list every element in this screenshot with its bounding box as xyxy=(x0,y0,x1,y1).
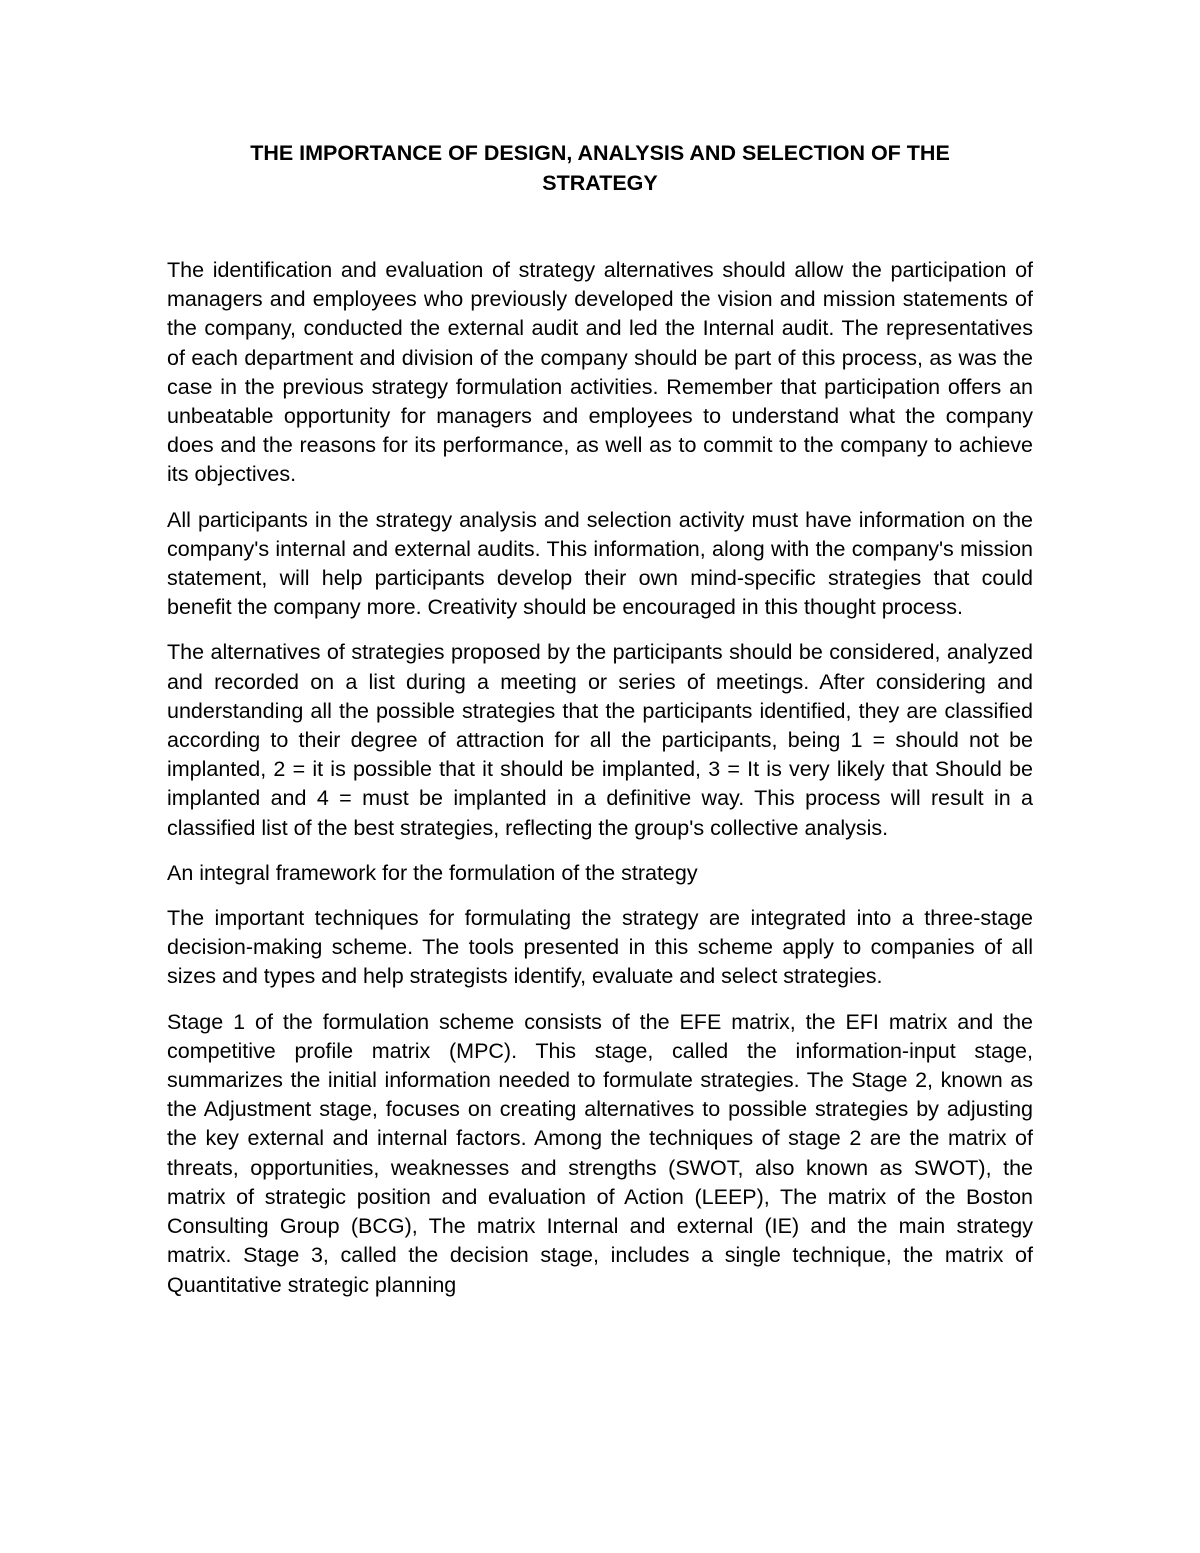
document-body xyxy=(167,256,1033,1316)
paragraph-alternatives: The alternatives of strategies proposed by the participants should be considered, analyzed and recorded on a list during a meeting or series of meetings. After considering and understanding all the possible strategies that the participants identified, they are classified according to their degree of attraction for all the participants, being 1 = should not be implanted, 2 = it is possible that it should be implanted, 3 = It is very likely that Should be implanted and 4 = must be implanted in a definitive way. This process will result in a classified list of the best strategies, reflecting the group's collective analysis. xyxy=(167,640,1033,840)
document-title xyxy=(200,138,1000,198)
paragraph-participation: The identification and evaluation of strategy alternatives should allow the participation of managers and employees who previously developed the vision and mission statements of the company, conducted the external audit and led the Internal audit. The representatives of each department and division of the company should be part of this process, as was the case in the previous strategy formulation activities. Remember that participation offers an unbeatable opportunity for managers and employees to understand what the company does and the reasons for its performance, as well as to commit to the company to achieve its objectives. xyxy=(167,258,1033,487)
paragraph-stages: Stage 1 of the formulation scheme consists of the EFE matrix, the EFI matrix and the competitive profile matrix (MPC). This stage, called the information-input stage, summarizes the initial information needed to formulate strategies. The Stage 2, known as the Adjustment stage, focuses on creating alternatives to possible strategies by adjusting the key external and internal factors. Among the techniques of stage 2 are the matrix of threats, opportunities, weaknesses and strengths (SWOT, also known as SWOT), the matrix of strategic position and evaluation of Action (LEEP), The matrix of the Boston Consulting Group (BCG), The matrix Internal and external (IE) and the main strategy matrix. Stage 3, called the decision stage, includes a single technique, the matrix of Quantitative strategic planning xyxy=(167,1009,1033,1297)
section-heading-framework: An integral framework for the formulation of the strategy xyxy=(167,860,698,885)
paragraph-information: All participants in the strategy analysis and selection activity must have information on the company's internal and external audits. This information, along with the company's mission statement, will help participants develop their own mind-specific strategies that could benefit the company more. Creativity should be encouraged in this thought process. xyxy=(167,507,1033,620)
title-line-1: THE IMPORTANCE OF DESIGN, ANALYSIS AND SELECTION OF THE xyxy=(250,141,950,165)
paragraph-techniques: The important techniques for formulating the strategy are integrated into a three-stage decision-making scheme. The tools presented in this scheme apply to companies of all sizes and types and help strategists identify, evaluate and select strategies. xyxy=(167,906,1033,989)
title-line-2: STRATEGY xyxy=(542,171,658,195)
